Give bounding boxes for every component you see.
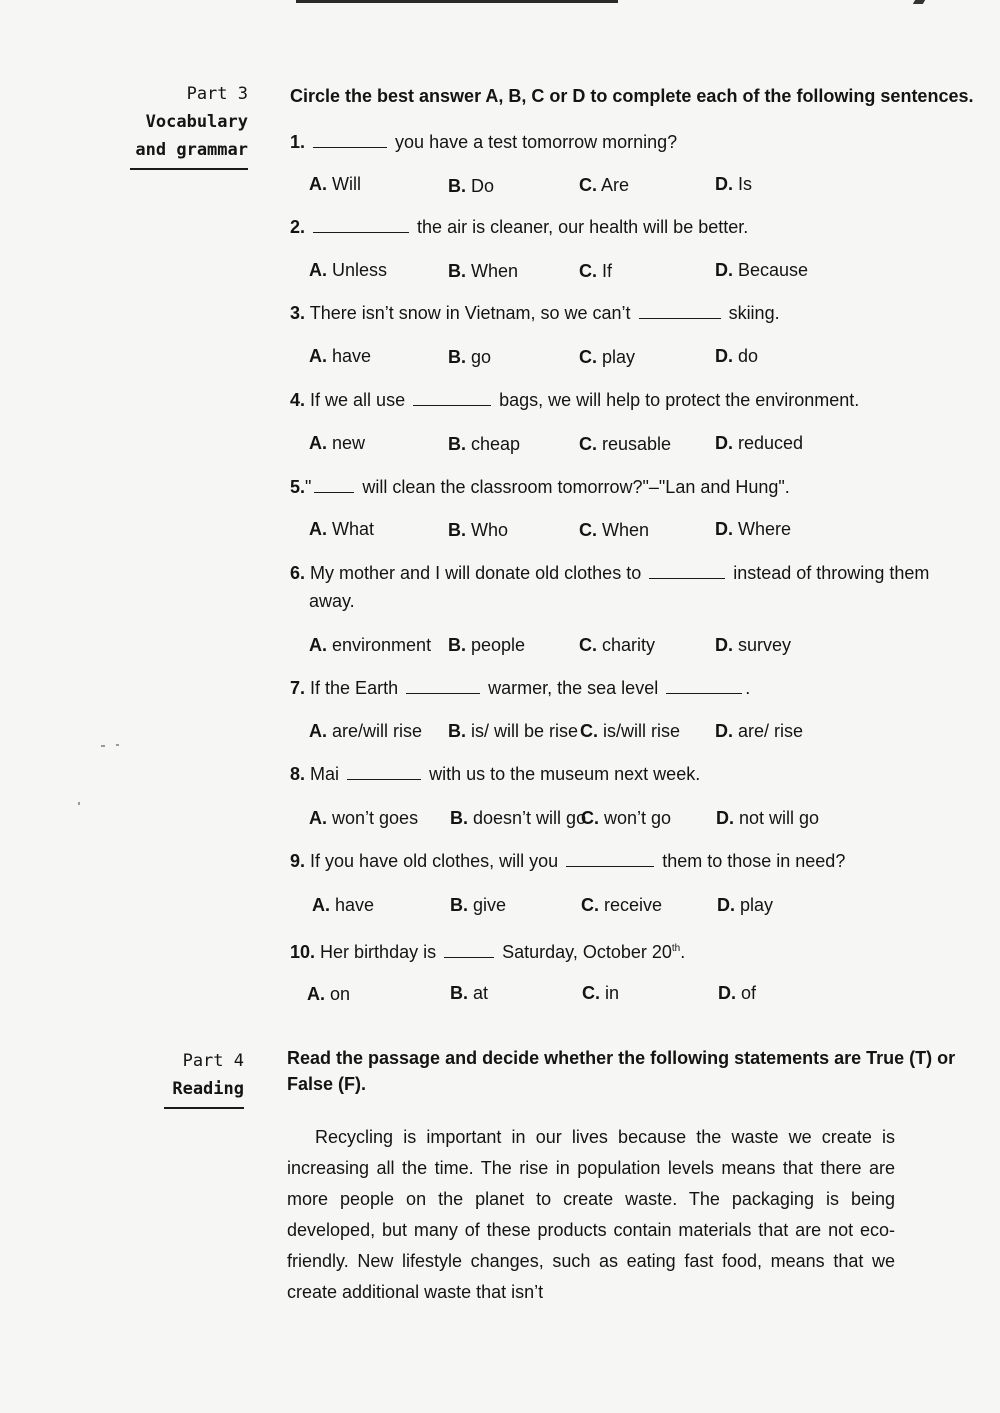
option-c[interactable]: C. is/will rise <box>580 721 681 741</box>
part4-heading-underline <box>164 1107 244 1109</box>
part3-instruction: Circle the best answer A, B, C or D to complete each of the following sentences. <box>290 86 974 106</box>
question-text: the air is cleaner, our health will be better. <box>417 217 749 237</box>
scan-speck <box>101 745 105 747</box>
passage-paragraph: Recycling is important in our lives because the waste we create is increasing all the time. The rise in population levels means that there are more people on the planet to create waste. The packaging is being developed, but many of these products contain materials that are not eco- friendly. New lifestyle changes, such as eating fast food, means that we create additional waste that isn’t <box>287 1127 895 1302</box>
answer-blank[interactable] <box>406 677 480 694</box>
question-text: them to those in need? <box>662 851 846 871</box>
question-3 <box>290 301 780 325</box>
option-c[interactable]: C. When <box>579 520 650 540</box>
question-number: 1. <box>290 132 306 152</box>
question-number: 6. <box>290 563 306 583</box>
option-a[interactable]: A. have <box>309 346 372 366</box>
question-text: There isn’t snow in Vietnam, so we can’t <box>309 303 631 323</box>
question-text: instead of throwing them <box>733 563 930 583</box>
question-number: 5. <box>290 477 306 497</box>
option-c[interactable]: C. reusable <box>579 434 672 454</box>
ordinal-suffix: th <box>671 943 681 954</box>
question-number: 9. <box>290 851 306 871</box>
question-text: . <box>680 942 686 962</box>
answer-blank[interactable] <box>639 302 721 319</box>
option-b[interactable]: B. go <box>448 347 492 367</box>
question-text: you have a test tomorrow morning? <box>395 132 678 152</box>
option-a[interactable]: A. Will <box>309 174 362 194</box>
question-text: Saturday, October 20 <box>502 942 672 962</box>
question-7 <box>290 676 750 700</box>
option-a[interactable]: A. have <box>312 895 375 915</box>
option-b[interactable]: B. cheap <box>448 434 521 454</box>
part4-instruction-line2: False (F). <box>287 1074 367 1094</box>
part4-label: Part 4 <box>182 1051 244 1071</box>
option-b[interactable]: B. doesn’t will go <box>450 808 587 828</box>
question-number: 2. <box>290 217 306 237</box>
question-text: Her birthday is <box>320 942 437 962</box>
option-b[interactable]: B. at <box>450 983 489 1003</box>
option-d[interactable]: D. reduced <box>715 433 804 453</box>
answer-blank[interactable] <box>313 216 409 233</box>
part4-side-heading <box>150 1047 244 1109</box>
option-a[interactable]: A. What <box>309 519 375 539</box>
option-b[interactable]: B. Who <box>448 520 509 540</box>
part3-side-heading <box>120 80 248 170</box>
question-text: My mother and I will donate old clothes to <box>310 563 642 583</box>
part3-title-line1: Vocabulary <box>145 112 248 132</box>
part4-instruction-line1: Read the passage and decide whether the following statements are True (T) or <box>287 1048 956 1068</box>
question-5 <box>290 475 790 499</box>
option-a[interactable]: A. Unless <box>309 260 388 280</box>
scan-speck <box>116 744 119 746</box>
option-d[interactable]: D. not will go <box>716 808 820 828</box>
option-d[interactable]: D. Because <box>715 260 809 280</box>
option-d[interactable]: D. play <box>717 895 774 915</box>
part3-label: Part 3 <box>186 84 248 104</box>
option-a[interactable]: A. on <box>307 984 351 1004</box>
option-a[interactable]: A. won’t goes <box>309 808 419 828</box>
question-text: " <box>305 477 312 497</box>
answer-blank[interactable] <box>413 389 491 406</box>
question-text: If you have old clothes, will you <box>310 851 559 871</box>
answer-blank[interactable] <box>347 763 421 780</box>
option-c[interactable]: C. play <box>579 347 636 367</box>
question-text: Mai <box>310 764 340 784</box>
question-2 <box>290 215 748 239</box>
question-text: bags, we will help to protect the environment. <box>499 390 860 410</box>
option-d[interactable]: D. are/ rise <box>715 721 804 741</box>
part4-title: Reading <box>172 1079 244 1099</box>
question-number: 8. <box>290 764 306 784</box>
option-b[interactable]: B. Do <box>448 176 495 196</box>
option-a[interactable]: A. new <box>309 433 366 453</box>
option-a[interactable]: A. are/will rise <box>309 721 423 741</box>
option-d[interactable]: D. Is <box>715 174 753 194</box>
option-c[interactable]: C. won’t go <box>581 808 672 828</box>
question-6-continuation: away. <box>309 591 355 611</box>
question-number: 3. <box>290 303 306 323</box>
scan-speck <box>78 802 80 805</box>
question-text: skiing. <box>728 303 780 323</box>
option-b[interactable]: B. people <box>448 635 526 655</box>
question-number: 7. <box>290 678 306 698</box>
answer-blank[interactable] <box>649 562 725 579</box>
option-c[interactable]: C. in <box>582 983 620 1003</box>
question-number: 4. <box>290 390 306 410</box>
question-number: 10. <box>290 942 316 962</box>
option-c[interactable]: C. Are <box>579 175 630 195</box>
question-text: warmer, the sea level <box>488 678 659 698</box>
question-4 <box>290 388 859 412</box>
option-c[interactable]: C. receive <box>581 895 663 915</box>
option-b[interactable]: B. is/ will be rise <box>448 721 579 741</box>
part3-title-line2: and grammar <box>135 140 248 160</box>
option-a[interactable]: A. environment <box>309 635 432 655</box>
part3-heading-underline <box>130 168 248 170</box>
question-9 <box>290 849 845 873</box>
scan-corner-mark <box>913 0 925 4</box>
option-d[interactable]: D. survey <box>715 635 792 655</box>
option-c[interactable]: C. If <box>579 261 613 281</box>
option-b[interactable]: B. give <box>450 895 507 915</box>
answer-blank[interactable] <box>313 131 387 148</box>
question-1 <box>290 130 677 154</box>
answer-blank[interactable] <box>444 941 494 958</box>
option-c[interactable]: C. charity <box>579 635 656 655</box>
question-text: . <box>745 678 751 698</box>
answer-blank[interactable] <box>666 677 742 694</box>
question-text: If the Earth <box>310 678 399 698</box>
answer-blank[interactable] <box>314 476 354 493</box>
reading-passage <box>287 1122 895 1308</box>
question-text: with us to the museum next week. <box>429 764 701 784</box>
question-text: If we all use <box>310 390 406 410</box>
option-d[interactable]: D. Where <box>715 519 792 539</box>
answer-blank[interactable] <box>566 850 654 867</box>
option-d[interactable]: D. do <box>715 346 759 366</box>
option-d[interactable]: D. of <box>718 983 757 1003</box>
question-6 <box>290 561 929 585</box>
option-b[interactable]: B. When <box>448 261 519 281</box>
question-10 <box>290 937 685 964</box>
question-text: will clean the classroom tomorrow?"–"Lan and Hung". <box>362 477 790 497</box>
top-edge-rule <box>296 0 618 3</box>
question-8 <box>290 762 700 786</box>
